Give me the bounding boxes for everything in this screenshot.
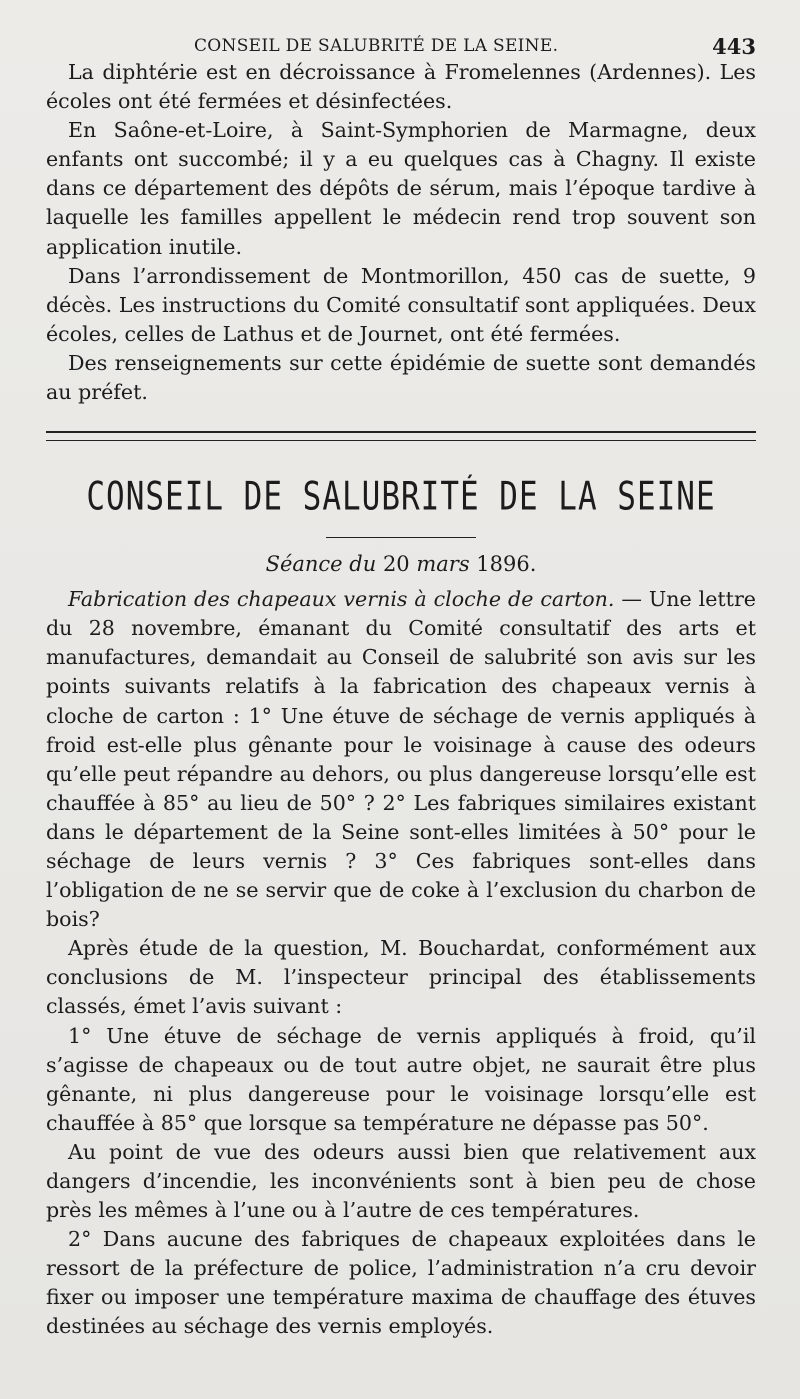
- section-divider: [46, 431, 756, 441]
- paragraph-renseignements: Des renseignements sur cette épidémie de suette sont demandés au préfet.: [46, 350, 756, 405]
- main-text-block: [46, 585, 756, 1341]
- paragraph-saone-et-loire: En Saône-et-Loire, à Saint-Symphorien de Marmagne, deux enfants ont succombé; il y a eu quelques cas à Chagny. Il existe dans ce département des dépôts de sérum, mais l’époque tardive à laquelle les familles appellent le médecin rend trop souvent son application inutile.: [46, 118, 756, 259]
- top-text-block: [46, 58, 756, 407]
- page-number: 443: [712, 34, 756, 59]
- session-period: .: [529, 552, 537, 577]
- running-title: CONSEIL DE SALUBRITÉ DE LA SEINE.: [194, 36, 559, 56]
- session-date: [46, 552, 756, 576]
- paragraph-apres-etude: Après étude de la question, M. Bouchardat, conformément aux conclusions de M. l’inspecteur principal des établissements classés, émet l’avis suivant :: [46, 936, 756, 1019]
- session-prefix: Séance du: [265, 552, 383, 577]
- section-title: CONSEIL DE SALUBRITÉ DE LA SEINE: [86, 474, 716, 520]
- title-underline: [326, 537, 476, 538]
- session-day: 20: [382, 552, 410, 577]
- session-year: 1896: [476, 552, 530, 577]
- running-head: [46, 0, 756, 58]
- paragraph-lead-rest: — Une lettre du 28 novembre, émanant du Comité consultatif des arts et manufactures, demandait au Conseil de salubrité son avis sur les points suivants relatifs à la fabrication des chapeaux vernis à cloche de carton : 1° Une étuve de séchage de vernis appliqués à froid est-elle plus gênante pour le voisinage à cause des odeurs qu’elle peut répandre au dehors, ou plus dangereuse lorsqu’elle est chauffée à 85° au lieu de 50° ? 2° Les fabriques similaires existant dans le département de la Seine sont-elles limitées à 50° pour le séchage de leurs vernis ? 3° Ces fabriques sont-elles dans l’obligation de ne se servir que de coke à l’exclusion du charbon de bois?: [46, 587, 756, 932]
- paragraph-odeurs: Au point de vue des odeurs aussi bien que relativement aux dangers d’incendie, les inconvénients sont à bien peu de chose près les mêmes à l’une ou à l’autre de ces températures.: [46, 1139, 756, 1223]
- paragraph-montmorillon: Dans l’arrondissement de Montmorillon, 450 cas de suette, 9 décès. Les instructions du Comité consultatif sont appliquées. Deux écoles, celles de Lathus et de Journet, ont été fermées.: [46, 263, 756, 346]
- paragraph-fabrication: [46, 585, 756, 934]
- paragraph-lead-italic: Fabrication des chapeaux vernis à cloche de carton.: [68, 587, 615, 612]
- paragraph-diphtheria: La diphtérie est en décroissance à Fromelennes (Ardennes). Les écoles ont été fermées et désinfectées.: [46, 60, 756, 114]
- session-month: mars: [409, 552, 477, 577]
- paragraph-point-2: 2° Dans aucune des fabriques de chapeaux exploitées dans le ressort de la préfecture de police, l’administration n’a cru devoir fixer ou imposer une température maxima de chauffage des étuves destinées au séchage des vernis employés.: [46, 1227, 756, 1339]
- paragraph-point-1: 1° Une étuve de séchage de vernis appliqués à froid, qu’il s’agisse de chapeaux ou de tout autre objet, ne saurait être plus gênante, ni plus dangereuse pour le voisinage lorsqu’elle est chauffée à 85° que lorsque sa température ne dépasse pas 50°.: [46, 1023, 756, 1135]
